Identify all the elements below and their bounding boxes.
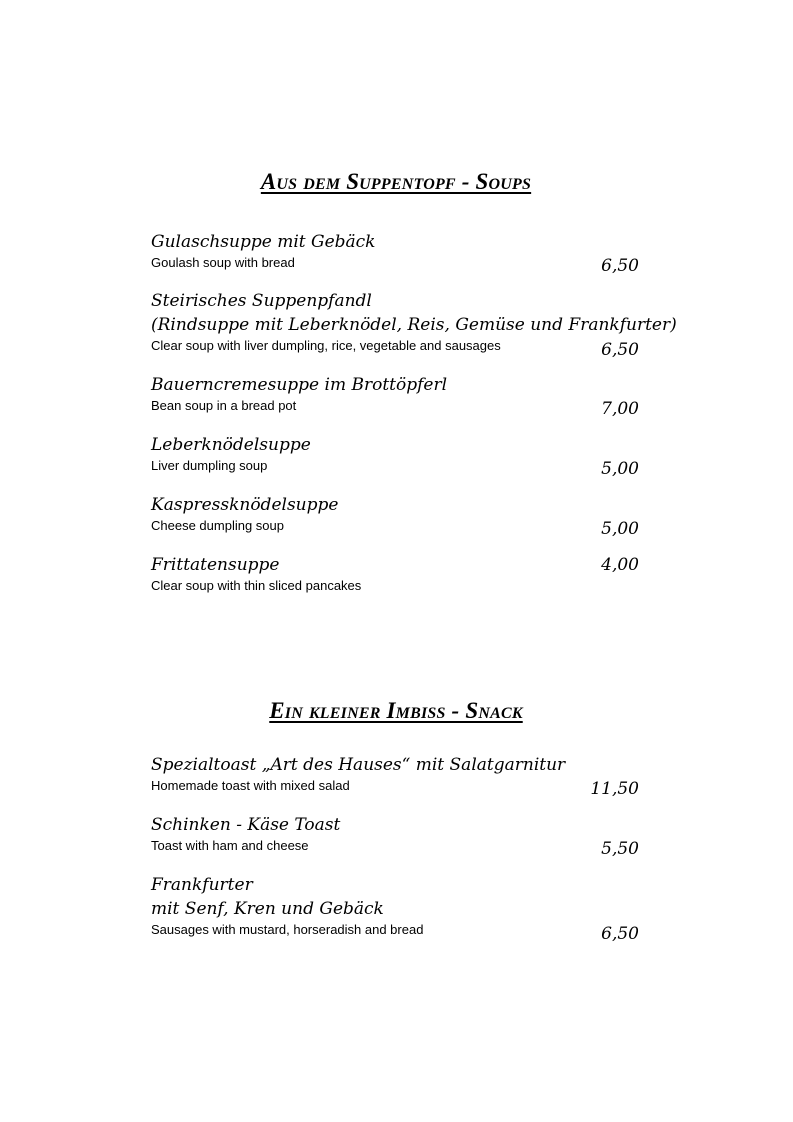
menu-item [151,289,677,360]
item-price: 11,50 [590,779,639,799]
menu-item [151,753,641,799]
item-price: 7,00 [601,399,639,419]
item-name: Spezialtoast „Art des Hauses“ mit Salatgarnitur [151,755,566,775]
item-price: 6,50 [601,924,639,944]
item-description: Homemade toast with mixed salad [151,778,350,793]
menu-item [151,433,641,479]
item-price: 6,50 [601,340,639,360]
item-name: Frankfurter [151,875,253,895]
item-description: Bean soup in a bread pot [151,398,297,413]
item-name-subtitle: mit Senf, Kren und Gebäck [151,899,384,919]
item-name: Kaspressknödelsuppe [151,495,339,515]
snack-section [151,697,641,944]
menu-item [151,373,641,419]
item-description: Clear soup with liver dumpling, rice, vegetable and sausages [151,338,501,353]
item-name: Bauerncremesuppe im Brottöpferl [151,375,448,395]
item-price: 5,00 [601,519,639,539]
menu-item [151,230,641,276]
item-name: Steirisches Suppenpfandl [151,291,372,311]
item-price: 4,00 [601,555,639,575]
soups-section-title: Aus dem Suppentopf - Soups [260,169,532,194]
item-price: 5,50 [601,839,639,859]
soups-section [151,168,677,593]
item-description: Toast with ham and cheese [151,838,309,853]
item-price: 6,50 [601,256,639,276]
item-name: Schinken - Käse Toast [151,815,341,835]
snack-section-title: Ein kleiner Imbiss - Snack [269,698,523,723]
item-price: 5,00 [601,459,639,479]
menu-item [151,813,641,859]
menu-item [151,873,641,944]
item-description: Sausages with mustard, horseradish and bread [151,922,424,937]
item-name: Leberknödelsuppe [151,435,311,455]
item-name: Frittatensuppe [151,555,280,575]
item-description: Cheese dumpling soup [151,518,284,533]
item-name-subtitle: (Rindsuppe mit Leberknödel, Reis, Gemüse und Frankfurter) [151,315,677,335]
item-description: Clear soup with thin sliced pancakes [151,578,362,593]
item-description: Liver dumpling soup [151,458,268,473]
menu-item [151,493,641,539]
item-name: Gulaschsuppe mit Gebäck [151,232,376,252]
menu-item [151,553,641,594]
item-description: Goulash soup with bread [151,255,295,270]
